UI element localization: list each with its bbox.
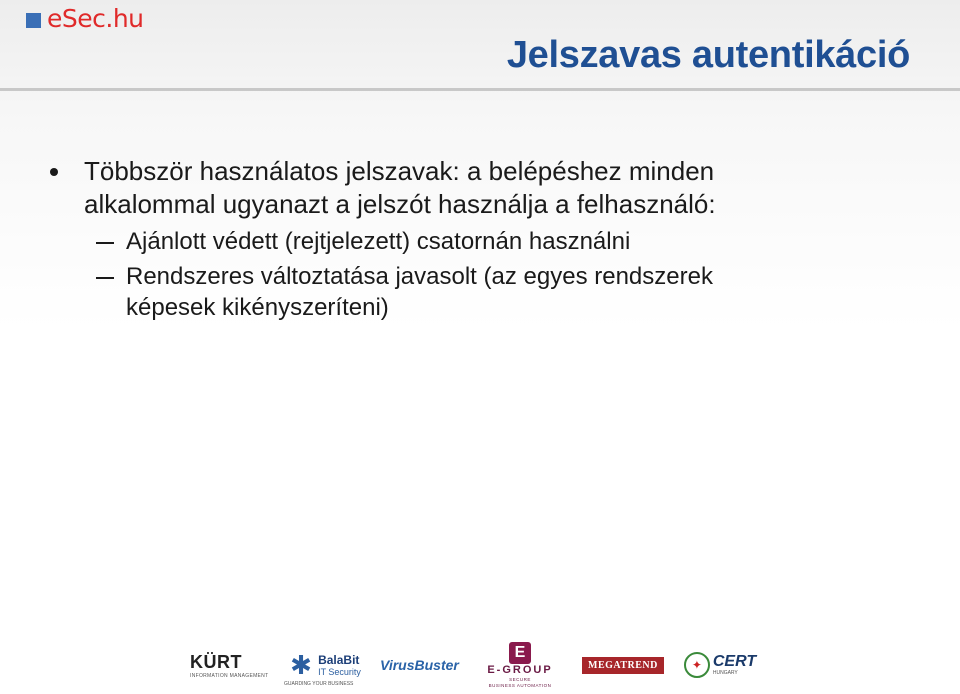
balabit-star-icon: ✱ (290, 650, 312, 680)
brand-square-icon (26, 13, 41, 28)
kurt-logo (190, 640, 270, 690)
page-title: Jelszavas autentikáció (506, 34, 910, 76)
brand-logo (26, 5, 144, 33)
sub-item-text-line-1: Rendszeres változtatása javasolt (az egyes rendszerek (126, 263, 713, 290)
megatrend-logo-text: MEGATREND (582, 657, 664, 674)
egroup-logo-sub1: SECURE (509, 676, 531, 682)
cert-globe-icon: ✦ (684, 652, 710, 678)
balabit-logo-tagline: IT Security (318, 666, 361, 677)
brand-name: eSec.hu (47, 4, 144, 33)
egroup-logo-name: E-GROUP (487, 663, 553, 676)
dash-icon (96, 242, 114, 244)
egroup-logo-sub2: BUSINESS AUTOMATION (488, 682, 552, 688)
megatrend-logo (582, 640, 662, 690)
sub-item-text-line-2: képesek kikényszeríteni) (126, 294, 389, 321)
virusbuster-logo (380, 640, 462, 690)
cert-logo (680, 640, 760, 690)
sub-item-text-line-1: Ajánlott védett (rejtjelezett) csatornán használni (126, 228, 631, 255)
kurt-logo-subtext: INFORMATION MANAGEMENT (190, 672, 269, 679)
bullet-item (48, 155, 918, 221)
balabit-logo-name: BalaBit (318, 652, 360, 667)
balabit-logo (282, 640, 366, 690)
header-divider (0, 88, 960, 91)
virusbuster-logo-text: VirusBuster (380, 657, 459, 673)
bullet-text-line-1: Többször használatos jelszavak: a belépéshez minden (84, 156, 715, 186)
dash-icon (96, 277, 114, 279)
balabit-logo-slogan: GUARDING YOUR BUSINESS (284, 681, 354, 687)
cert-logo-name: CERT (712, 652, 757, 670)
cert-logo-sub: HUNGARY (712, 669, 738, 676)
kurt-logo-text: KÜRT (190, 651, 242, 672)
bullet-text-line-2: alkalommal ugyanazt a jelszót használja a felhasználó: (84, 189, 716, 219)
slide-content (48, 155, 918, 323)
bullet-icon (50, 168, 58, 176)
sub-item (48, 226, 918, 257)
sub-item (48, 261, 918, 323)
egroup-logo (478, 640, 562, 690)
sponsor-logos (190, 640, 770, 694)
egroup-mark-icon: E (509, 642, 531, 664)
